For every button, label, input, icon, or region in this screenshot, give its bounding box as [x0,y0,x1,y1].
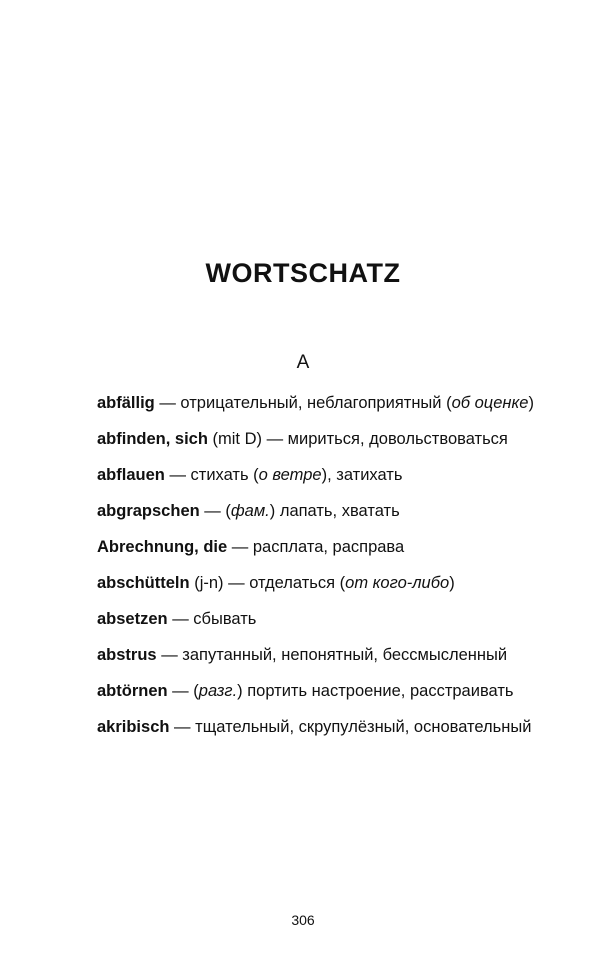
dictionary-entry [97,427,567,451]
entry-headword: absetzen [97,610,168,628]
section-letter: A [296,352,310,373]
dictionary-entry [97,571,567,595]
entry-text: ) лапать, хватать [269,502,400,520]
page-title: WORTSCHATZ [205,258,401,288]
entry-headword: abschütteln [97,574,190,592]
entry-text: — расплата, расправа [227,538,405,556]
entry-italic-note: об оценке [451,394,529,412]
dictionary-entry [97,643,567,667]
entry-text: ), затихать [321,466,403,484]
entry-headword: abgrapschen [97,502,200,520]
entry-headword: abtörnen [97,682,168,700]
dictionary-entry [97,391,567,415]
entry-text: (mit D) — мириться, довольствоваться [207,430,508,448]
entry-text: — тщательный, скрупулёзный, основательный [169,718,532,736]
entry-headword: abfällig [97,394,155,412]
entry-text: ) [528,394,534,412]
entry-list [97,391,567,751]
dictionary-entry [97,463,567,487]
dictionary-entry [97,499,567,523]
entry-italic-note: фам. [230,502,270,520]
entry-text: — сбывать [167,610,257,628]
entry-text: — запутанный, непонятный, бессмысленный [156,646,508,664]
entry-italic-note: разг. [198,682,238,700]
entry-text: (j-n) — отделаться ( [189,574,346,592]
entry-headword: abfinden, sich [97,430,208,448]
page-number: 306 [291,912,315,928]
entry-headword: Abrechnung, die [97,538,228,556]
dictionary-entry [97,607,567,631]
entry-text: — ( [199,502,231,520]
dictionary-entry [97,679,567,703]
entry-headword: abstrus [97,646,157,664]
entry-text: ) [449,574,455,592]
dictionary-entry [97,715,567,739]
entry-headword: akribisch [97,718,170,736]
entry-headword: abflauen [97,466,165,484]
entry-italic-note: о ветре [258,466,322,484]
dictionary-entry [97,535,567,559]
entry-text: ) портить настроение, расстраивать [237,682,514,700]
entry-italic-note: от кого-либо [345,574,450,592]
entry-text: — отрицательный, неблагоприятный ( [154,394,452,412]
entry-text: — стихать ( [164,466,259,484]
entry-text: — ( [167,682,199,700]
